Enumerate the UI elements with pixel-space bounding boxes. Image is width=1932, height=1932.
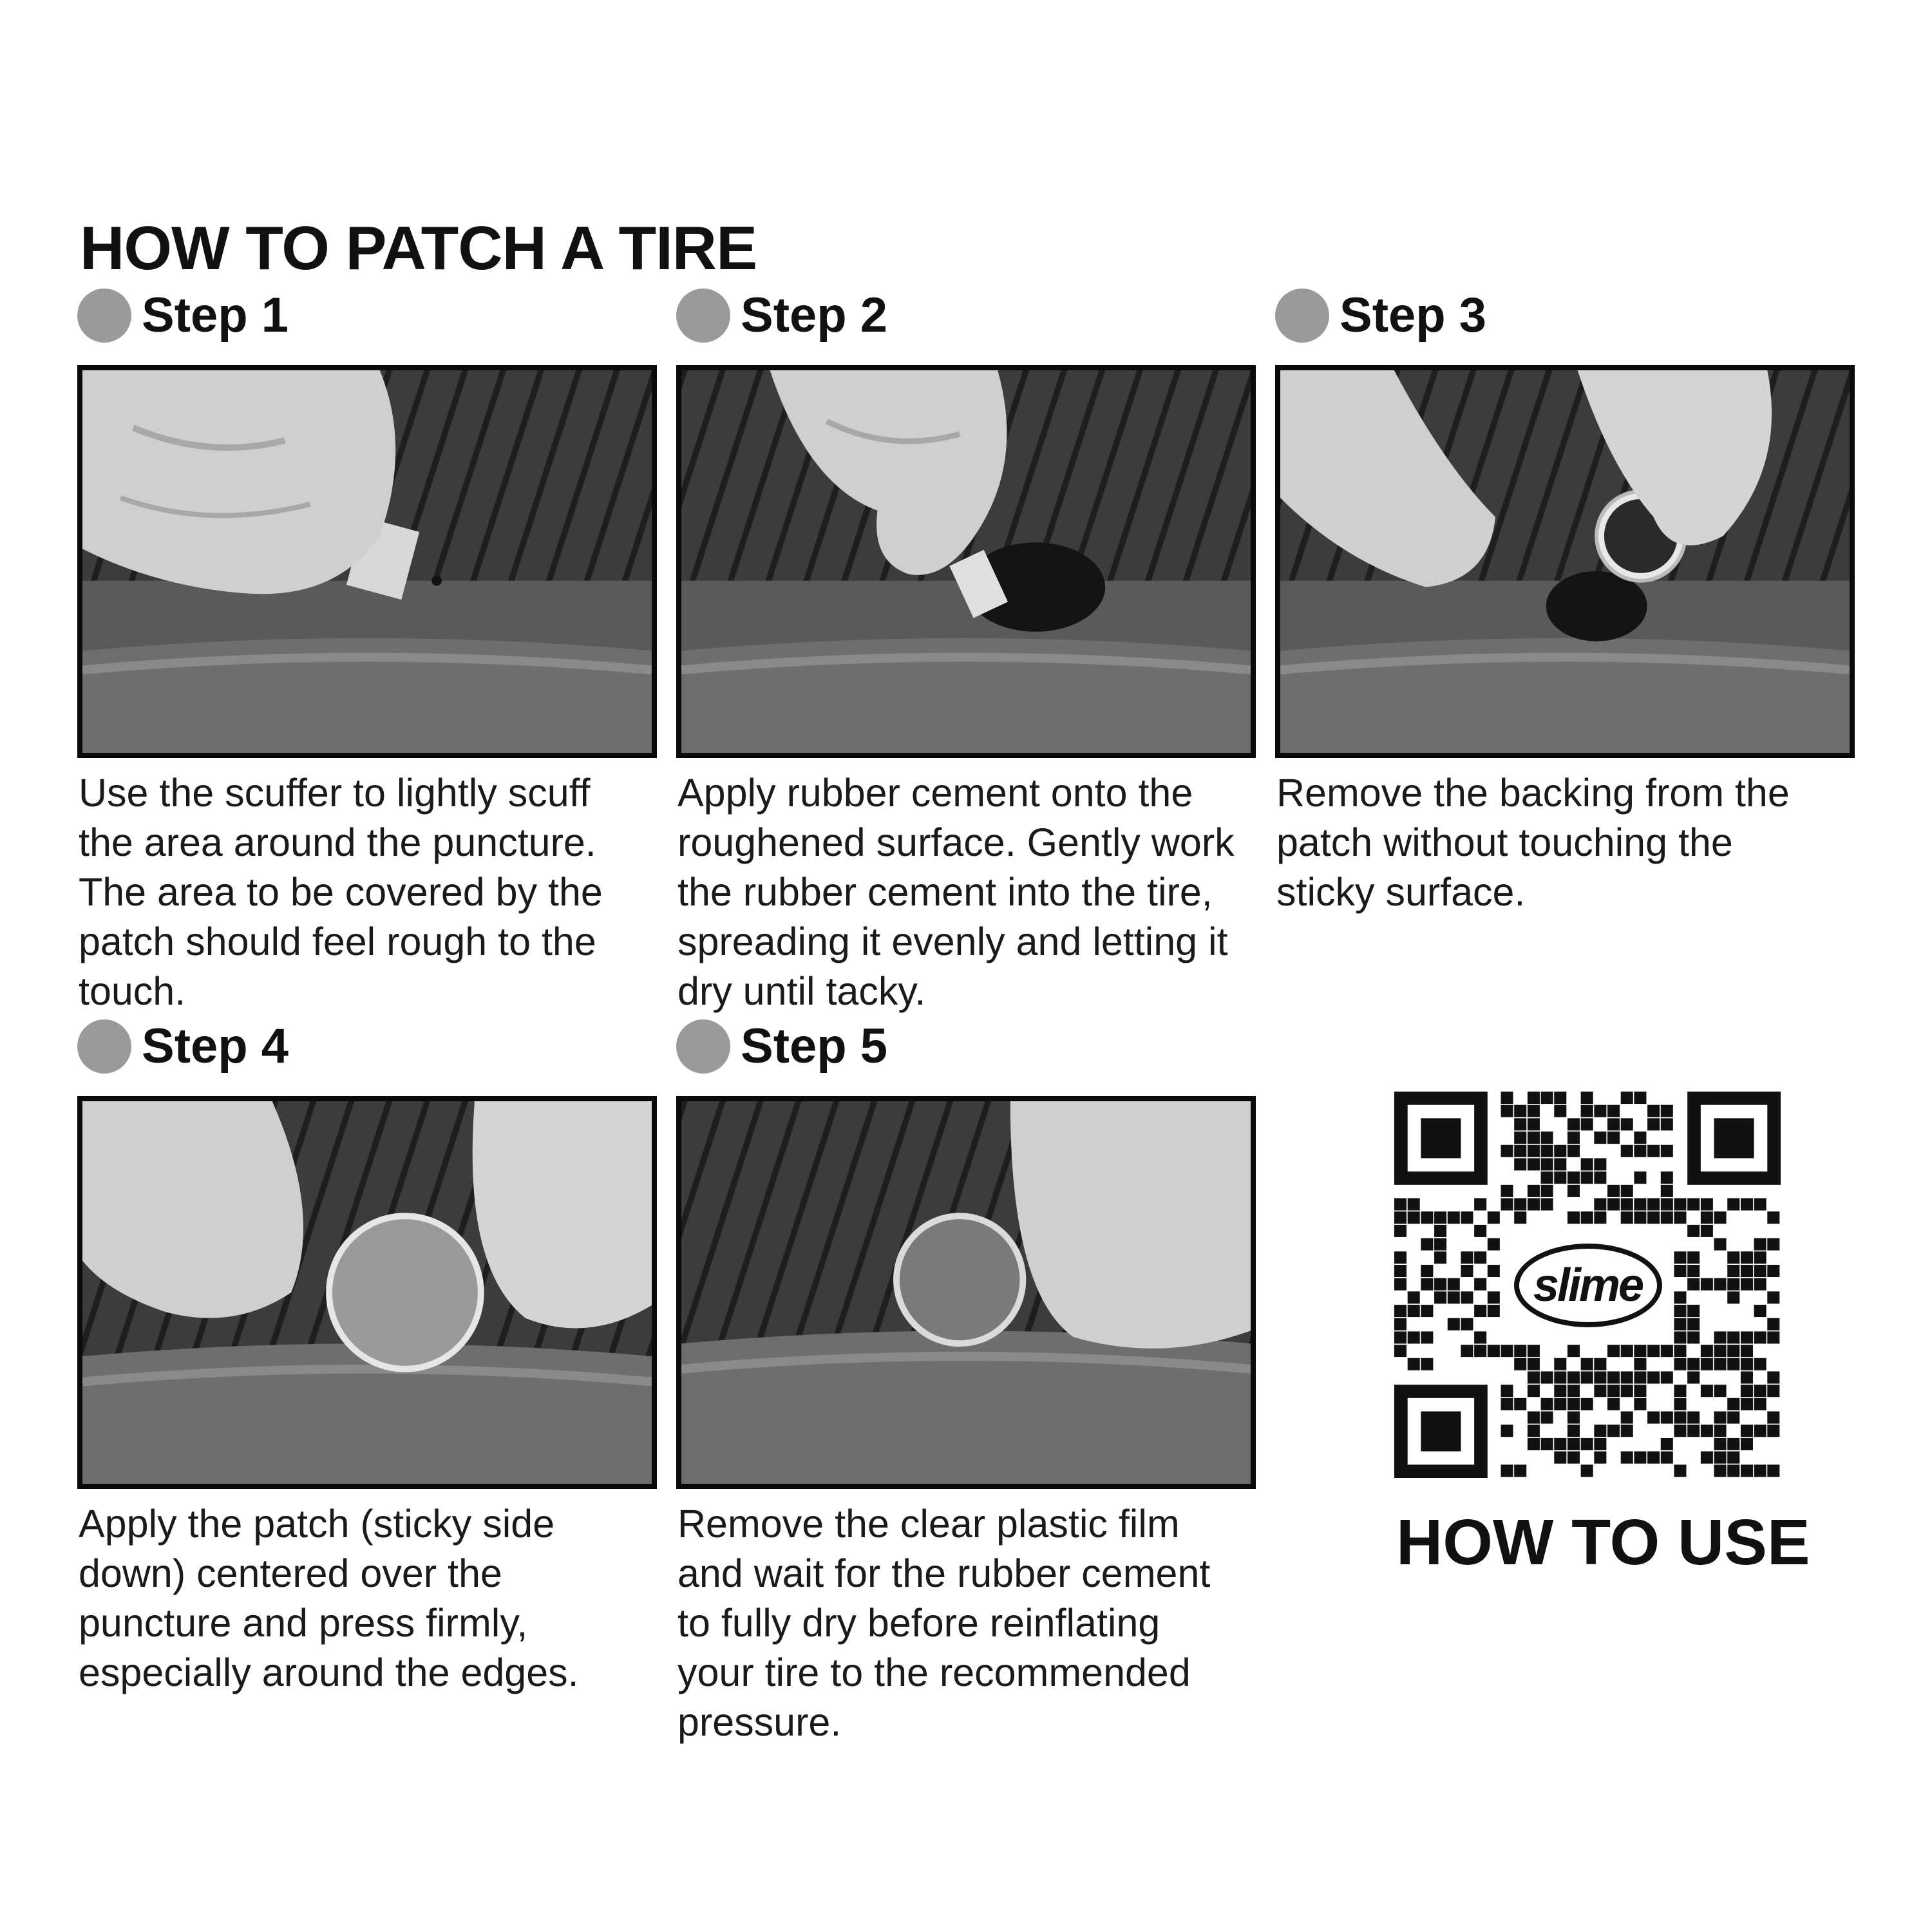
step-1-header	[77, 287, 657, 345]
step-dot-icon	[77, 1019, 131, 1074]
qr-caption: HOW TO USE	[1396, 1506, 1810, 1578]
step-3-caption: Remove the backing from the patch without touching the sticky surface.	[1276, 771, 1790, 914]
step-dot-icon	[676, 289, 730, 343]
step-3	[1275, 287, 1855, 917]
step-3-header	[1275, 287, 1855, 345]
step-4-caption: Apply the patch (sticky side down) centered over the puncture and press firmly, especially around the edges.	[79, 1502, 579, 1694]
step-2-caption: Apply rubber cement onto the roughened surface. Gently work the rubber cement into the tire, spreading it evenly and letting it dry until tacky.	[677, 771, 1235, 1013]
slime-logo	[1509, 1238, 1667, 1332]
step-2-header	[676, 287, 1256, 345]
step-2-label: Step 2	[741, 288, 888, 343]
slime-logo-badge	[1514, 1244, 1662, 1327]
step-4	[77, 1018, 657, 1698]
slime-logo-text: slime	[1533, 1259, 1643, 1311]
step-5	[676, 1018, 1256, 1747]
qr-code[interactable]	[1394, 1092, 1781, 1478]
step-3-label: Step 3	[1340, 288, 1487, 343]
step-3-photo	[1275, 365, 1855, 758]
step-dot-icon	[1275, 289, 1329, 343]
step-5-label: Step 5	[741, 1019, 888, 1074]
step-1-label: Step 1	[142, 288, 289, 343]
page-title: HOW TO PATCH A TIRE	[80, 214, 757, 283]
step-dot-icon	[676, 1019, 730, 1074]
step-dot-icon	[77, 289, 131, 343]
step-5-photo	[676, 1096, 1256, 1489]
step-2	[676, 287, 1256, 1016]
step-4-photo	[77, 1096, 657, 1489]
step-4-label: Step 4	[142, 1019, 289, 1074]
step-1-caption: Use the scuffer to lightly scuff the area around the puncture. The area to be covered by the patch should feel rough to the touch.	[79, 771, 603, 1013]
step-1	[77, 287, 657, 1016]
step-5-header	[676, 1018, 1256, 1075]
step-2-photo	[676, 365, 1256, 758]
step-1-photo	[77, 365, 657, 758]
step-5-caption: Remove the clear plastic film and wait for the rubber cement to fully dry before reinflating your tire to the recommended pressure.	[677, 1502, 1211, 1744]
step-4-header	[77, 1018, 657, 1075]
